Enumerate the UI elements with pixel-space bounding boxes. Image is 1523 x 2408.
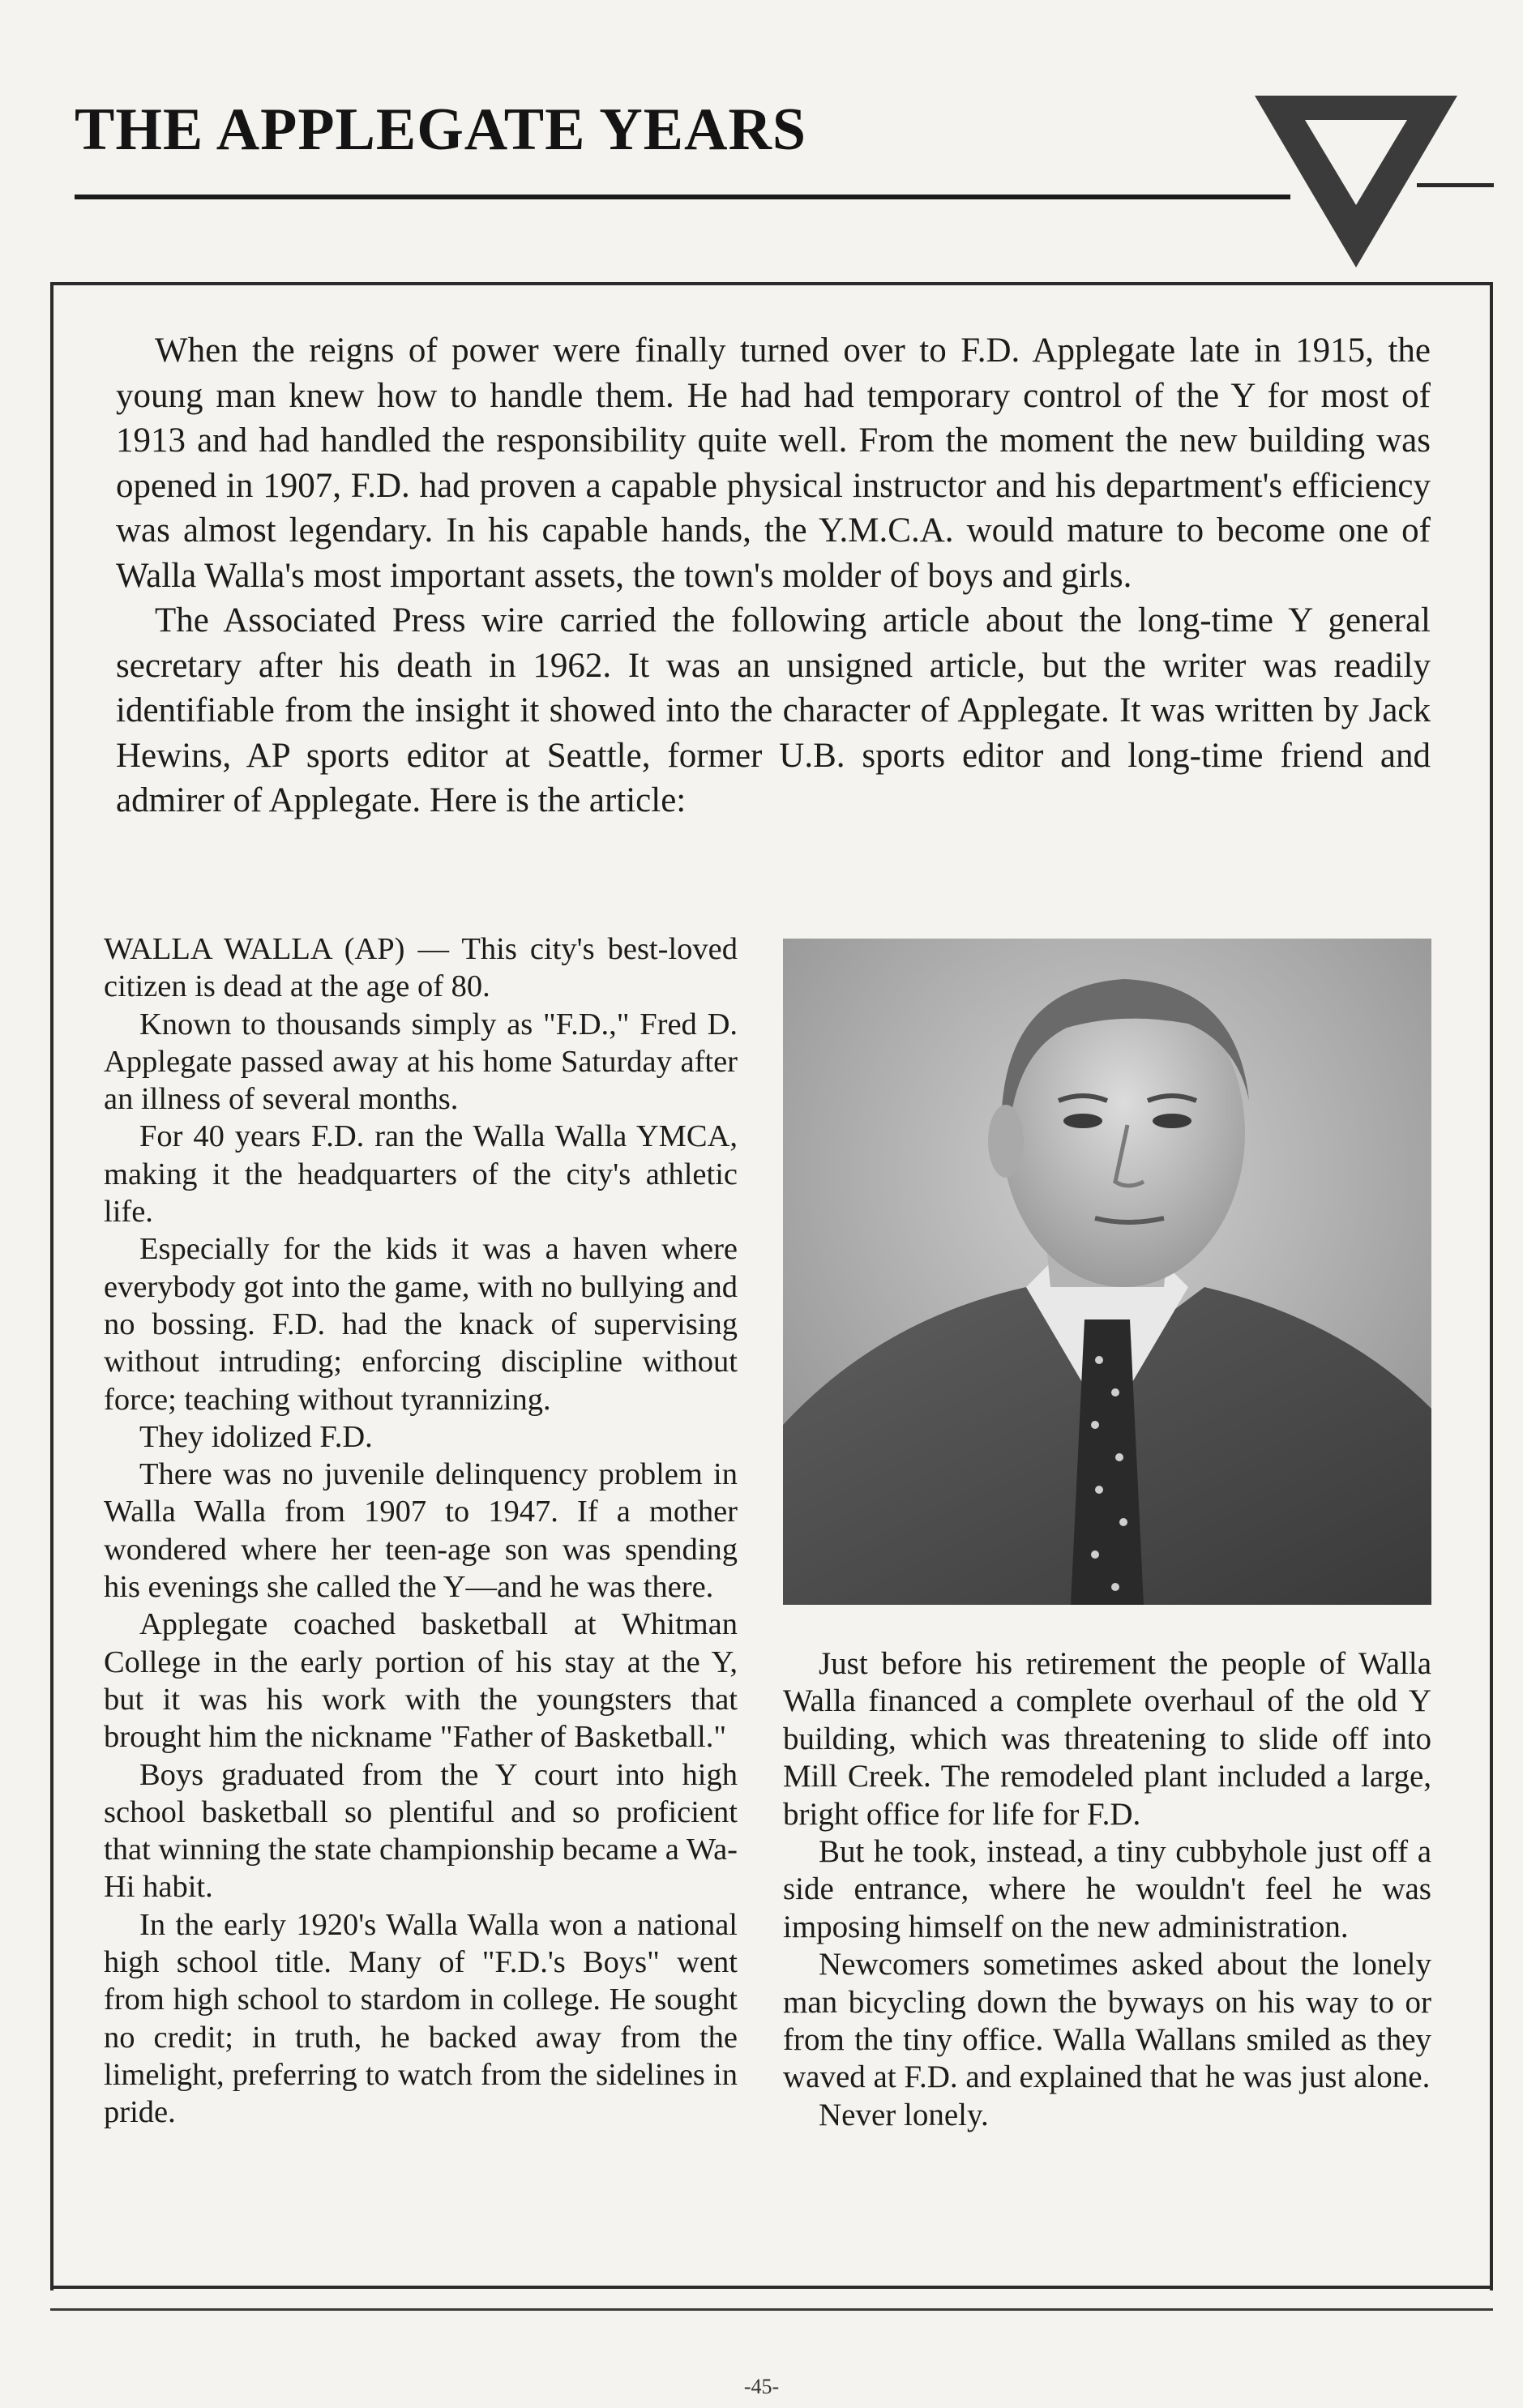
page-number: -45- xyxy=(743,2375,780,2398)
intro-paragraph: When the reigns of power were finally turned over to F.D. Applegate late in 1915, the young man knew how to handle them. He had had temporary control of the Y for most of 1913 and had handled the responsibility quite well. From the moment the new building was opened in 1907, F.D. had proven a capable physical instructor and his department's efficiency was almost legendary. In his capable hands, the Y.M.C.A. would mature to become one of Walla Walla's most important assets, the town's molder of boys and girls. xyxy=(116,331,1431,595)
article-paragraph: Just before his retirement the people of Walla Walla financed a complete overhaul of the old Y building, which was threatening to slide off into Mill Creek. The remodeled plant included a large, bright office for life for F.D. xyxy=(783,1646,1431,1832)
frame-bottom-rule xyxy=(50,2286,1493,2289)
article-paragraph: WALLA WALLA (AP) — This city's best-loved citizen is dead at the age of 80. xyxy=(104,932,738,1004)
article-paragraph: For 40 years F.D. ran the Walla Walla YMCA, making it the headquarters of the city's athletic life. xyxy=(104,1119,738,1230)
article-paragraph: Especially for the kids it was a haven where everybody got into the game, with no bullying and no bossing. F.D. had the knack of supervising without intruding; enforcing discipline without force; teaching without tyrannizing. xyxy=(104,1232,738,1417)
inverted-triangle-logo-icon xyxy=(1255,96,1457,267)
article-paragraph: In the early 1920's Walla Walla won a national high school title. Many of "F.D.'s Boys" went from high school to stardom in college. He sought no credit; in truth, he backed away from the limelight, preferring to watch from the sidelines in pride. xyxy=(104,1907,738,2130)
article-paragraph: Never lonely. xyxy=(819,2097,989,2132)
portrait-photo xyxy=(783,939,1431,1605)
page-title: THE APPLEGATE YEARS xyxy=(75,96,807,163)
article-paragraph: They idolized F.D. xyxy=(139,1419,373,1454)
article-left-column xyxy=(104,930,738,2132)
article-right-column xyxy=(783,1645,1431,2134)
article-paragraph: Newcomers sometimes asked about the lonely man bicycling down the byways on his way to or from the tiny office. Walla Wallans smiled as they waved at F.D. and explained that he was just alone. xyxy=(783,1947,1431,2095)
article-paragraph: Applegate coached basketball at Whitman College in the early portion of his stay at the Y, but it was his work with the youngsters that brought him the nickname "Father of Basketball." xyxy=(104,1607,738,1755)
header-rule xyxy=(75,195,1290,199)
frame-bottom-rule-outer xyxy=(50,2308,1493,2311)
article-paragraph: Boys graduated from the Y court into high school basketball so plentiful and so proficient that winning the state championship became a Wa-Hi habit. xyxy=(104,1757,738,1905)
intro-text xyxy=(116,328,1431,823)
article-paragraph: There was no juvenile delinquency problem in Walla Walla from 1907 to 1947. If a mother wondered where her teen-age son was spending his evenings she called the Y—and he was there. xyxy=(104,1457,738,1605)
intro-paragraph: The Associated Press wire carried the following article about the long-time Y general secretary after his death in 1962. It was an unsigned article, but the writer was readily identifiable from the insight it showed into the character of Applegate. It was written by Jack Hewins, AP sports editor at Seattle, former U.B. sports editor and long-time friend and admirer of Applegate. Here is the article: xyxy=(116,601,1431,819)
article-paragraph: But he took, instead, a tiny cubbyhole just off a side entrance, where he wouldn't feel he was imposing himself on the new administration. xyxy=(783,1834,1431,1944)
article-paragraph: Known to thousands simply as "F.D.," Fred D. Applegate passed away at his home Saturday after an illness of several months. xyxy=(104,1007,738,1117)
